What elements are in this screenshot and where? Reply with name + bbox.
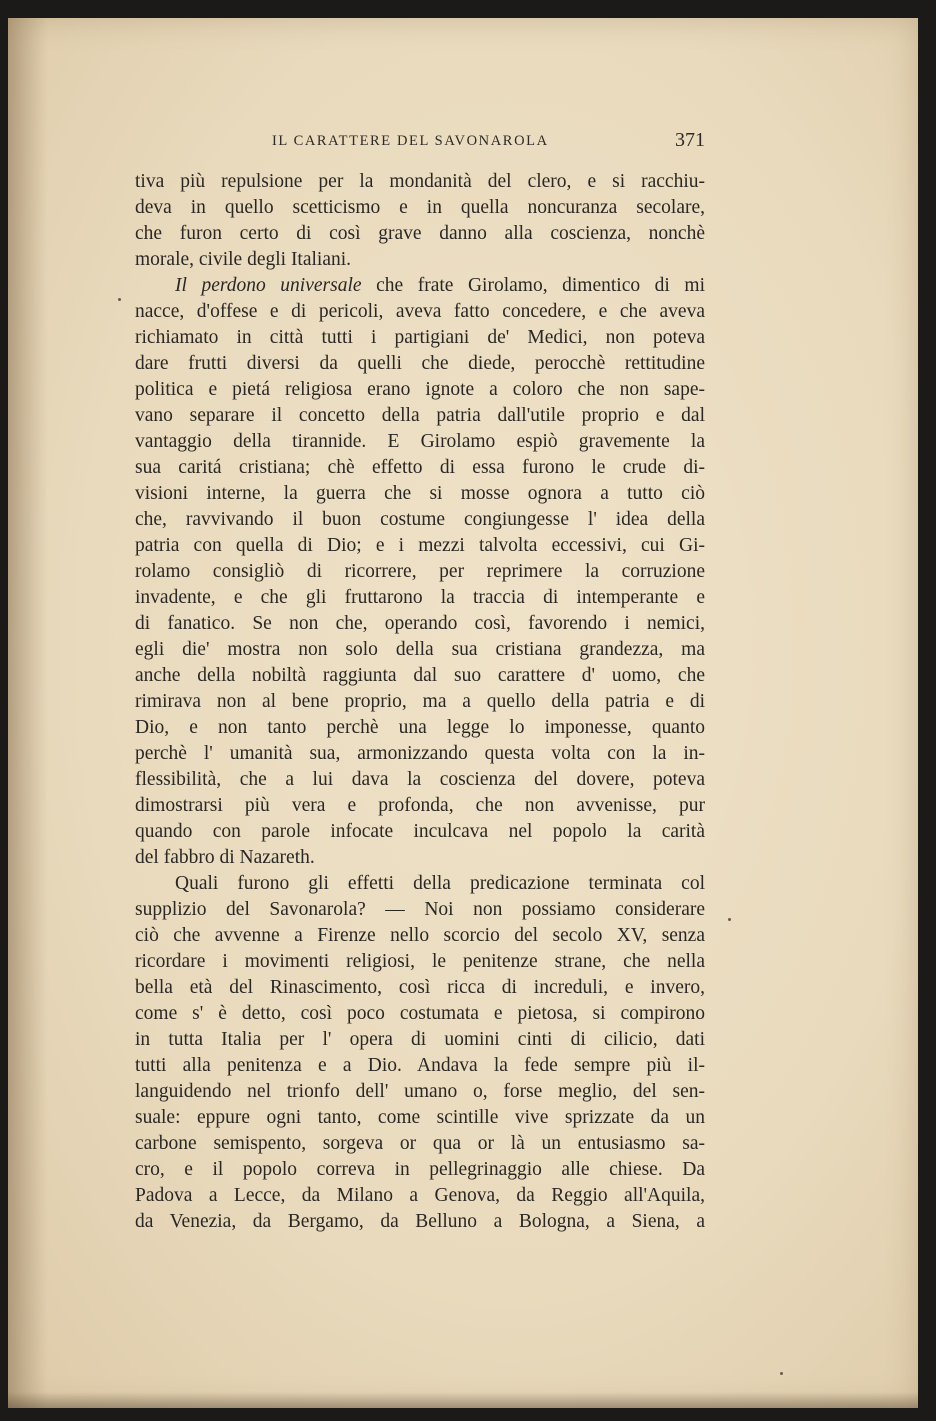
text-line: dare frutti diversi da quelli che diede, perocchè rettitudine (135, 353, 705, 374)
italic-phrase: Il perdono universale (175, 275, 362, 296)
paper-speck (728, 918, 731, 921)
text-line: come s' è detto, così poco costumata e pietosa, si compirono (135, 1003, 705, 1024)
text-line: Padova a Lecce, da Milano a Genova, da Reggio all'Aquila, (135, 1185, 705, 1206)
running-title: IL CARATTERE DEL SAVONAROLA (272, 133, 549, 149)
page-number: 371 (675, 129, 705, 151)
text-line: anche della nobiltà raggiunta dal suo carattere d' uomo, che (135, 665, 705, 686)
line-text: che frate Girolamo, dimentico di mi (361, 275, 705, 296)
text-line: Quali furono gli effetti della predicazione terminata col (175, 873, 705, 894)
text-line: patria con quella di Dio; e i mezzi talvolta eccessivi, cui Gi- (135, 535, 705, 556)
body-text (135, 169, 705, 1235)
text-line: che, ravvivando il buon costume congiungesse l' idea della (135, 509, 705, 530)
text-line: egli die' mostra non solo della sua cristiana grandezza, ma (135, 639, 705, 660)
text-line: tiva più repulsione per la mondanità del clero, e si racchiu- (135, 171, 705, 192)
text-line: perchè l' umanità sua, armonizzando questa volta con la in- (135, 743, 705, 764)
paper-speck (118, 298, 121, 301)
text-line: ricordare i movimenti religiosi, le penitenze strane, che nella (135, 951, 705, 972)
text-line: nacce, d'offese e di pericoli, aveva fatto concedere, e che aveva (135, 301, 705, 322)
text-line: deva in quello scetticismo e in quella noncuranza secolare, (135, 197, 705, 218)
text-line (135, 273, 705, 299)
text-line: rolamo consigliò di ricorrere, per reprimere la corruzione (135, 561, 705, 582)
text-line: supplizio del Savonarola? — Noi non possiamo considerare (135, 899, 705, 920)
text-line: cro, e il popolo correva in pellegrinaggio alle chiese. Da (135, 1159, 705, 1180)
text-line: quando con parole infocate inculcava nel popolo la carità (135, 821, 705, 842)
page-header (135, 131, 705, 155)
text-line: che furon certo di così grave danno alla coscienza, nonchè (135, 223, 705, 244)
text-line: vano separare il concetto della patria dall'utile proprio e dal (135, 405, 705, 426)
text-line: ciò che avvenne a Firenze nello scorcio del secolo XV, senza (135, 925, 705, 946)
text-line: flessibilità, che a lui dava la coscienza del dovere, poteva (135, 769, 705, 790)
page-gutter-shadow (8, 18, 48, 1408)
text-line: carbone semispento, sorgeva or qua or là un entusiasmo sa- (135, 1133, 705, 1154)
text-line: di fanatico. Se non che, operando così, favorendo i nemici, (135, 613, 705, 634)
text-line: bella età del Rinascimento, così ricca di increduli, e invero, (135, 977, 705, 998)
text-line: dimostrarsi più vera e profonda, che non avvenisse, pur (135, 795, 705, 816)
text-line: suale: eppure ogni tanto, come scintille vive sprizzate da un (135, 1107, 705, 1128)
text-line: visioni interne, la guerra che si mosse ognora a tutto ciò (135, 483, 705, 504)
text-line: invadente, e che gli fruttarono la traccia di intemperante e (135, 587, 705, 608)
text-line: richiamato in città tutti i partigiani de' Medici, non poteva (135, 327, 705, 348)
text-line: politica e pietá religiosa erano ignote a coloro che non sape- (135, 379, 705, 400)
text-line: vantaggio della tirannide. E Girolamo espiò gravemente la (135, 431, 705, 452)
text-line: languidendo nel trionfo dell' umano o, forse meglio, del sen- (135, 1081, 705, 1102)
text-line: sua caritá cristiana; chè effetto di essa furono le crude di- (135, 457, 705, 478)
text-line: morale, civile degli Italiani. (135, 249, 352, 270)
text-line: Dio, e non tanto perchè una legge lo imponesse, quanto (135, 717, 705, 738)
text-line: rimirava non al bene proprio, ma a quello della patria e di (135, 691, 705, 712)
page-bottom-edge (8, 1392, 918, 1408)
text-line: da Venezia, da Bergamo, da Belluno a Bologna, a Siena, a (135, 1211, 705, 1232)
text-line: tutti alla penitenza e a Dio. Andava la fede sempre più il- (135, 1055, 705, 1076)
text-line: del fabbro di Nazareth. (135, 847, 315, 868)
text-line: in tutta Italia per l' opera di uomini cinti di cilicio, dati (135, 1029, 705, 1050)
paper-speck (780, 1372, 783, 1375)
